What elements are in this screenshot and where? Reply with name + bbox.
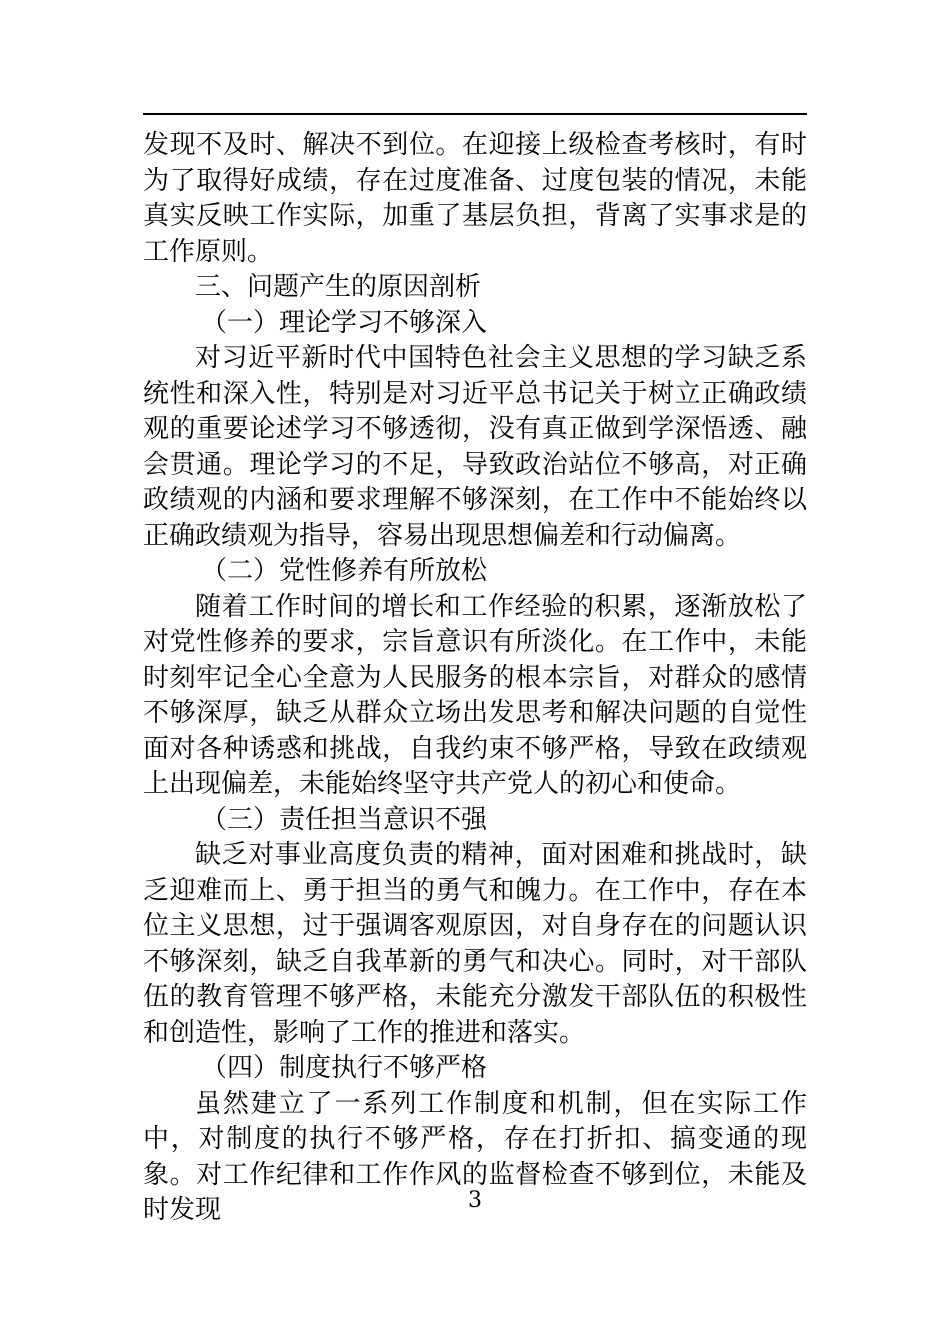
body-text: [143, 128, 807, 1229]
paragraph: 随着工作时间的增长和工作经验的积累，逐渐放松了对党性修养的要求，宗旨意识有所淡化。在工作中，未能时刻牢记全心全意为人民服务的根本宗旨，对群众的感情不够深厚，缺乏从群众立场出发思考和解决问题的自觉性面对各种诱惑和挑战，自我约束不够严格，导致在政绩观上出现偏差，未能始终坚守共产党人的初心和使命。: [143, 591, 807, 799]
header-rule: [143, 113, 807, 115]
paragraph: 对习近平新时代中国特色社会主义思想的学习缺乏系统性和深入性，特别是对习近平总书记关于树立正确政绩观的重要论述学习不够透彻，没有真正做到学深悟透、融会贯通。理论学习的不足，导致政治站位不够高，对正确政绩观的内涵和要求理解不够深刻，在工作中不能始终以正确政绩观为指导，容易出现思想偏差和行动偏离。: [143, 343, 807, 551]
paragraph: 虽然建立了一系列工作制度和机制，但在实际工作中，对制度的执行不够严格，存在打折扣、搞变通的现象。对工作纪律和工作作风的监督检查不够到位，未能及时发现: [143, 1088, 807, 1225]
page-number: 3: [468, 1188, 482, 1213]
paragraph: 缺乏对事业高度负责的精神，面对困难和挑战时，缺乏迎难而上、勇于担当的勇气和魄力。在工作中，存在本位主义思想，过于强调客观原因，对自身存在的问题认识不够深刻，缺乏自我革新的勇气和决心。同时，对干部队伍的教育管理不够严格，未能充分激发干部队伍的积极性和创造性，影响了工作的推进和落实。: [143, 840, 807, 1048]
subsection-heading: （三）责任担当意识不强: [201, 804, 488, 835]
paragraph-continuation: 发现不及时、解决不到位。在迎接上级检查考核时，有时为了取得好成绩，存在过度准备、过度包装的情况，未能真实反映工作实际，加重了基层负担，背离了实事求是的工作原则。: [143, 130, 807, 267]
subsection-heading: （四）制度执行不够严格: [201, 1053, 488, 1083]
subsection-heading: （二）党性修养有所放松: [201, 556, 488, 586]
section-heading: 三、问题产生的原因剖析: [195, 272, 482, 302]
subsection-heading: （一）理论学习不够深入: [201, 307, 488, 338]
